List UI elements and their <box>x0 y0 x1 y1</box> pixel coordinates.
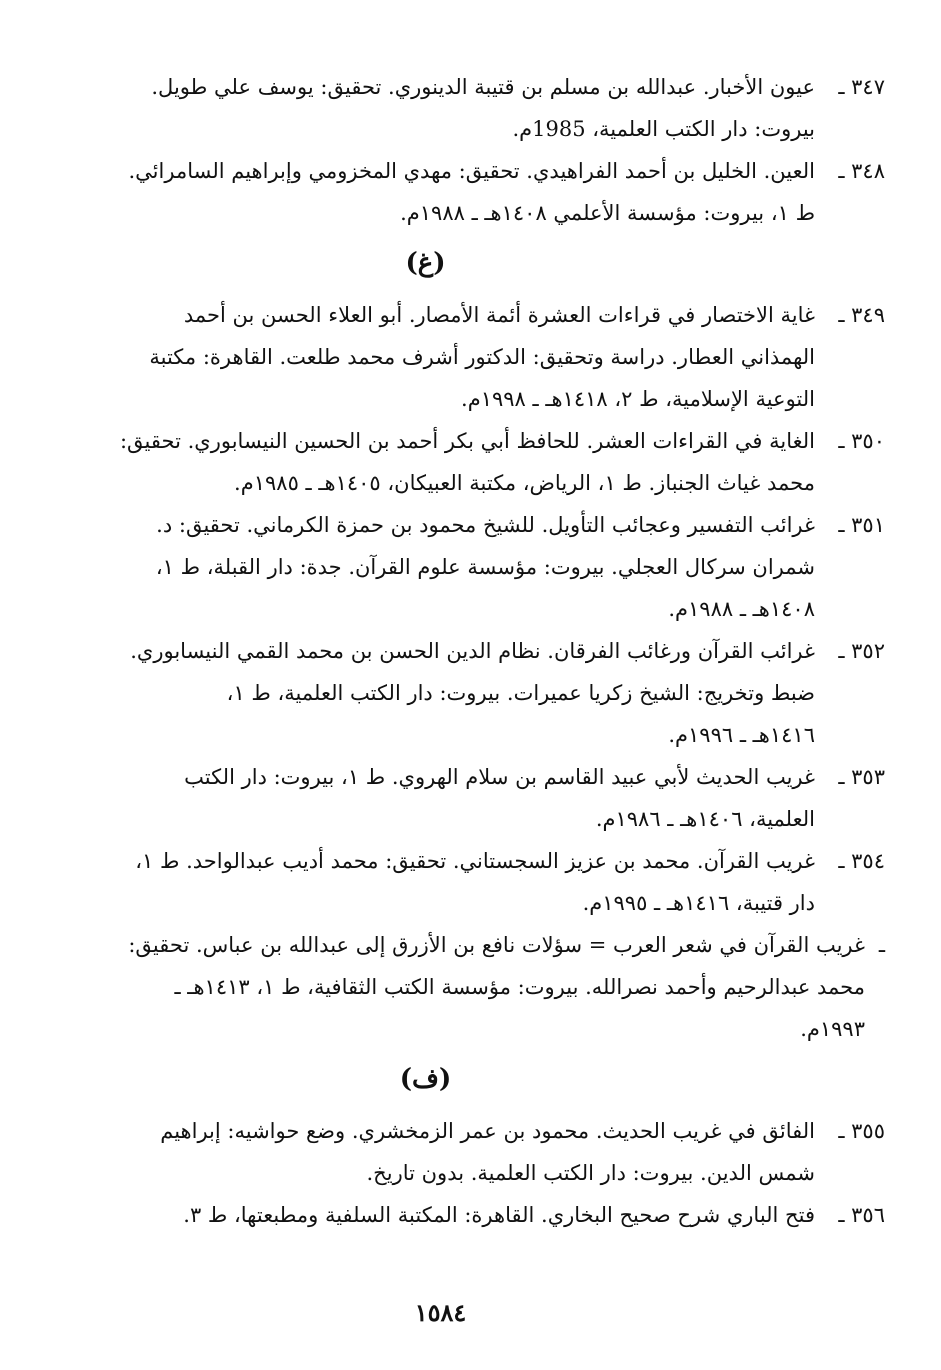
entry-line: محمد غياث الجنباز. ط ١، الرياض، مكتبة العبيكان، ١٤٠٥هـ ـ ١٩٨٥م. <box>234 471 815 495</box>
entry-text <box>36 924 865 1050</box>
entry-line: الهمذاني العطار. دراسة وتحقيق: الدكتور أشرف محمد طلعت. القاهرة: مكتبة <box>149 345 815 369</box>
entry-text <box>36 756 815 840</box>
entry-text <box>36 630 815 756</box>
entry-number: ٣٥٤ ـ <box>838 849 885 873</box>
bibliography-entry <box>36 294 885 420</box>
entry-line: دار قتيبة، ١٤١٦هـ ـ ١٩٩٥م. <box>582 891 815 915</box>
entry-text <box>36 420 815 504</box>
entry-line: غريب القرآن في شعر العرب = سؤلات نافع بن الأزرق إلى عبدالله بن عباس. تحقيق: <box>128 933 865 957</box>
page-number: ١٥٨٤ <box>414 1298 467 1327</box>
entry-line: غريب القرآن. محمد بن عزيز السجستاني. تحقيق: محمد أديب عبدالواحد. ط ١، <box>135 849 815 873</box>
bibliography-entry <box>36 630 885 756</box>
entry-text <box>36 840 815 924</box>
entry-number: ٣٥٠ ـ <box>838 429 885 453</box>
entry-text <box>36 1110 815 1194</box>
entry-line: ١٤٠٨هـ ـ ١٩٨٨م. <box>668 597 815 621</box>
entry-line: بيروت: دار الكتب العلمية، 1985م. <box>512 117 815 141</box>
entry-text <box>36 66 815 150</box>
entry-number: ٣٥٣ ـ <box>838 765 885 789</box>
entry-line: الغاية في القراءات العشر. للحافظ أبي بكر أحمد بن الحسين النيسابوري. تحقيق: <box>119 429 815 453</box>
entry-line: شمران سركال العجلي. بيروت: مؤسسة علوم القرآن. جدة: دار القبلة، ط ١، <box>155 555 815 579</box>
entry-text <box>36 294 815 420</box>
entry-line: العلمية، ١٤٠٦هـ ـ ١٩٨٦م. <box>595 807 815 831</box>
entry-line: ضبط وتخريج: الشيخ زكريا عميرات. بيروت: دار الكتب العلمية، ط ١، <box>226 681 815 705</box>
entry-number: ٣٥٥ ـ <box>838 1119 885 1143</box>
entry-number: ٣٤٩ ـ <box>838 303 885 327</box>
bibliography-entry <box>36 420 885 504</box>
bibliography-entry <box>36 504 885 630</box>
entry-line: عيون الأخبار. عبدالله بن مسلم بن قتيبة الدينوري. تحقيق: يوسف علي طويل. <box>151 75 815 99</box>
entry-number: ٣٥١ ـ <box>838 513 885 537</box>
section-heading-fa: (ف) <box>399 1064 452 1094</box>
section-heading-ghain: (غ) <box>405 248 446 278</box>
entry-line: فتح الباري شرح صحيح البخاري. القاهرة: المكتبة السلفية ومطبعتها، ط ٣. <box>183 1203 815 1227</box>
entry-text <box>36 150 815 234</box>
bibliography-entry <box>36 150 885 234</box>
entry-line: محمد عبدالرحيم وأحمد نصرالله. بيروت: مؤسسة الكتب الثقافية، ط ١، ١٤١٣هـ ـ <box>174 975 865 999</box>
entry-text <box>36 504 815 630</box>
entry-number: ٣٥٢ ـ <box>838 639 885 663</box>
entry-line: ١٩٩٣م. <box>800 1017 865 1041</box>
bibliography-entry <box>36 66 885 150</box>
entry-line: غريب الحديث لأبي عبيد القاسم بن سلام الهروي. ط ١، بيروت: دار الكتب <box>184 765 815 789</box>
entry-line: ١٤١٦هـ ـ ١٩٩٦م. <box>668 723 815 747</box>
entry-number: ٣٤٧ ـ <box>838 75 885 99</box>
entry-line: الفائق في غريب الحديث. محمود بن عمر الزمخشري. وضع حواشيه: إبراهيم <box>160 1119 815 1143</box>
bibliography-entry <box>36 840 885 924</box>
entry-line: شمس الدين. بيروت: دار الكتب العلمية. بدون تاريخ. <box>366 1161 815 1185</box>
bibliography-entry <box>36 756 885 840</box>
bibliography-content <box>36 66 885 1236</box>
entry-line: التوعية الإسلامية، ط ٢، ١٤١٨هـ ـ ١٩٩٨م. <box>461 387 815 411</box>
bibliography-entry <box>36 924 885 1050</box>
entry-number: ـ <box>878 933 885 957</box>
entry-line: غاية الاختصار في قراءات العشرة أئمة الأمصار. أبو العلاء الحسن بن أحمد <box>183 303 815 327</box>
entry-line: غرائب التفسير وعجائب التأويل. للشيخ محمود بن حمزة الكرماني. تحقيق: د. <box>156 513 815 537</box>
entry-number: ٣٥٦ ـ <box>838 1203 885 1227</box>
entry-line: غرائب القرآن ورغائب الفرقان. نظام الدين الحسن بن محمد القمي النيسابوري. <box>130 639 815 663</box>
entry-text <box>36 1194 815 1236</box>
entry-line: العين. الخليل بن أحمد الفراهيدي. تحقيق: مهدي المخزومي وإبراهيم السامرائي. <box>128 159 815 183</box>
bibliography-entry <box>36 1194 885 1236</box>
entry-line: ط ١، بيروت: مؤسسة الأعلمي ١٤٠٨هـ ـ ١٩٨٨م. <box>400 201 815 225</box>
bibliography-entry <box>36 1110 885 1194</box>
entry-number: ٣٤٨ ـ <box>838 159 885 183</box>
